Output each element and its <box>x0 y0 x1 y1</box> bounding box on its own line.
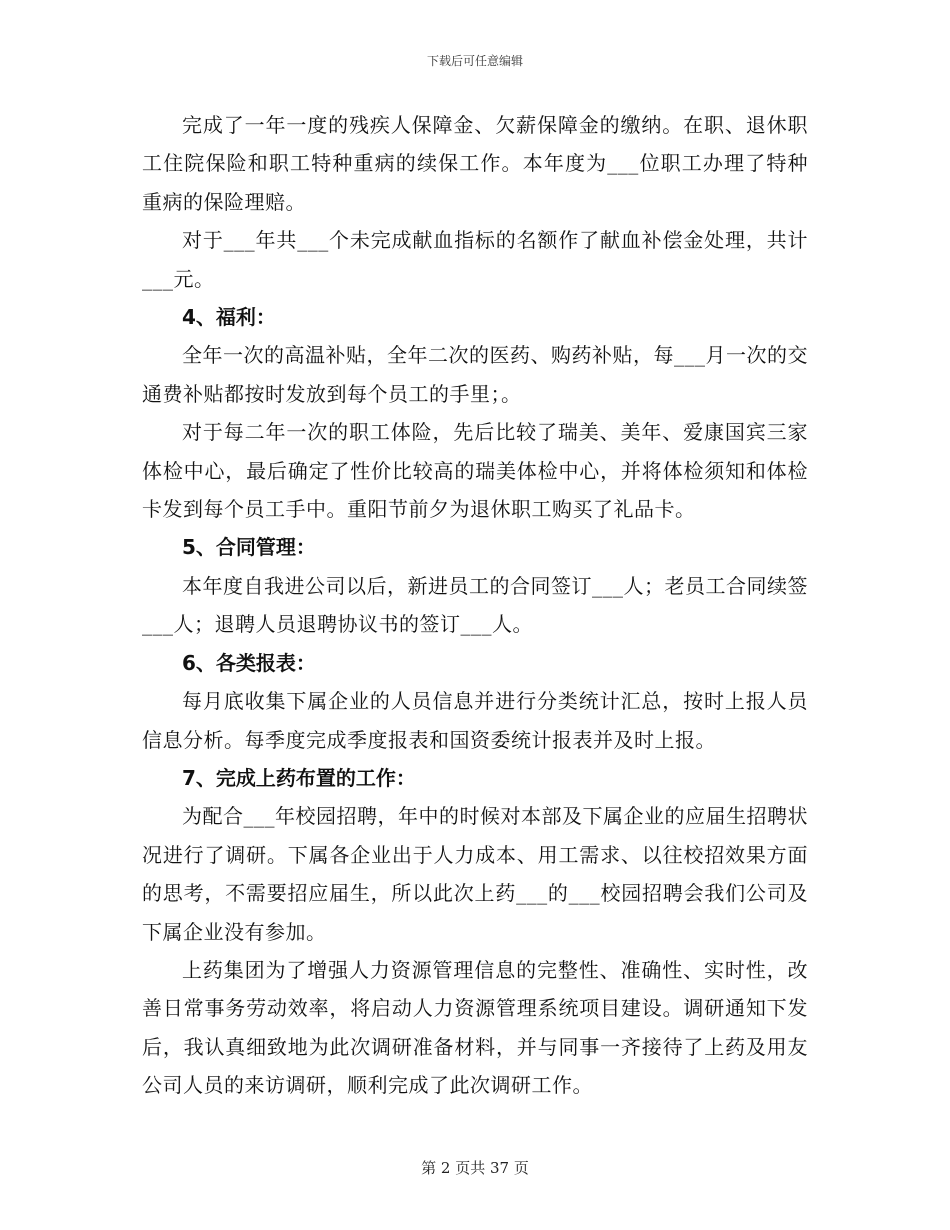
section-heading: 6、各类报表： <box>182 650 316 675</box>
page-header: 下载后可任意编辑 <box>426 54 523 68</box>
section-heading: 4、福利： <box>182 305 276 330</box>
page-footer: 第 2 页共 37 页 <box>421 1159 529 1177</box>
paragraph: 为配合___年校园招聘，年中的时候对本部及下属企业的应届生招聘状况进行了调研。下属各企业出于人力成本、用工需求、以往校招效果方面的思考，不需要招应届生，所以此次上药___的___校园招聘会我们公司及下属企业没有参加。 <box>142 804 808 944</box>
paragraph: 完成了一年一度的残疾人保障金、欠薪保障金的缴纳。在职、退休职工住院保险和职工特种重病的续保工作。本年度为___位职工办理了特种重病的保险理赔。 <box>142 113 808 214</box>
paragraph: 每月底收集下属企业的人员信息并进行分类统计汇总，按时上报人员信息分析。每季度完成季度报表和国资委统计报表并及时上报。 <box>142 689 808 752</box>
document-body <box>142 106 808 1105</box>
section-heading: 7、完成上药布置的工作： <box>182 765 416 790</box>
paragraph: 本年度自我进公司以后，新进员工的合同签订___人；老员工合同续签___人；退聘人员退聘协议书的签订___人。 <box>142 573 808 637</box>
paragraph: 对于___年共___个未完成献血指标的名额作了献血补偿金处理，共计___元。 <box>142 228 808 291</box>
paragraph: 全年一次的高温补贴，全年二次的医药、购药补贴，每___月一次的交通费补贴都按时发放到每个员工的手里；。 <box>142 343 808 406</box>
section-heading: 5、合同管理： <box>182 535 316 560</box>
paragraph: 上药集团为了增强人力资源管理信息的完整性、准确性、实时性，改善日常事务劳动效率，将启动人力资源管理系统项目建设。调研通知下发后，我认真细致地为此次调研准备材料，并与同事一齐接待了上药及用友公司人员的来访调研，顺利完成了此次调研工作。 <box>142 957 808 1098</box>
paragraph: 对于每二年一次的职工体险，先后比较了瑞美、美年、爱康国宾三家体检中心，最后确定了性价比较高的瑞美体检中心，并将体检须知和体检卡发到每个员工手中。重阳节前夕为退休职工购买了礼品卡。 <box>142 420 808 522</box>
